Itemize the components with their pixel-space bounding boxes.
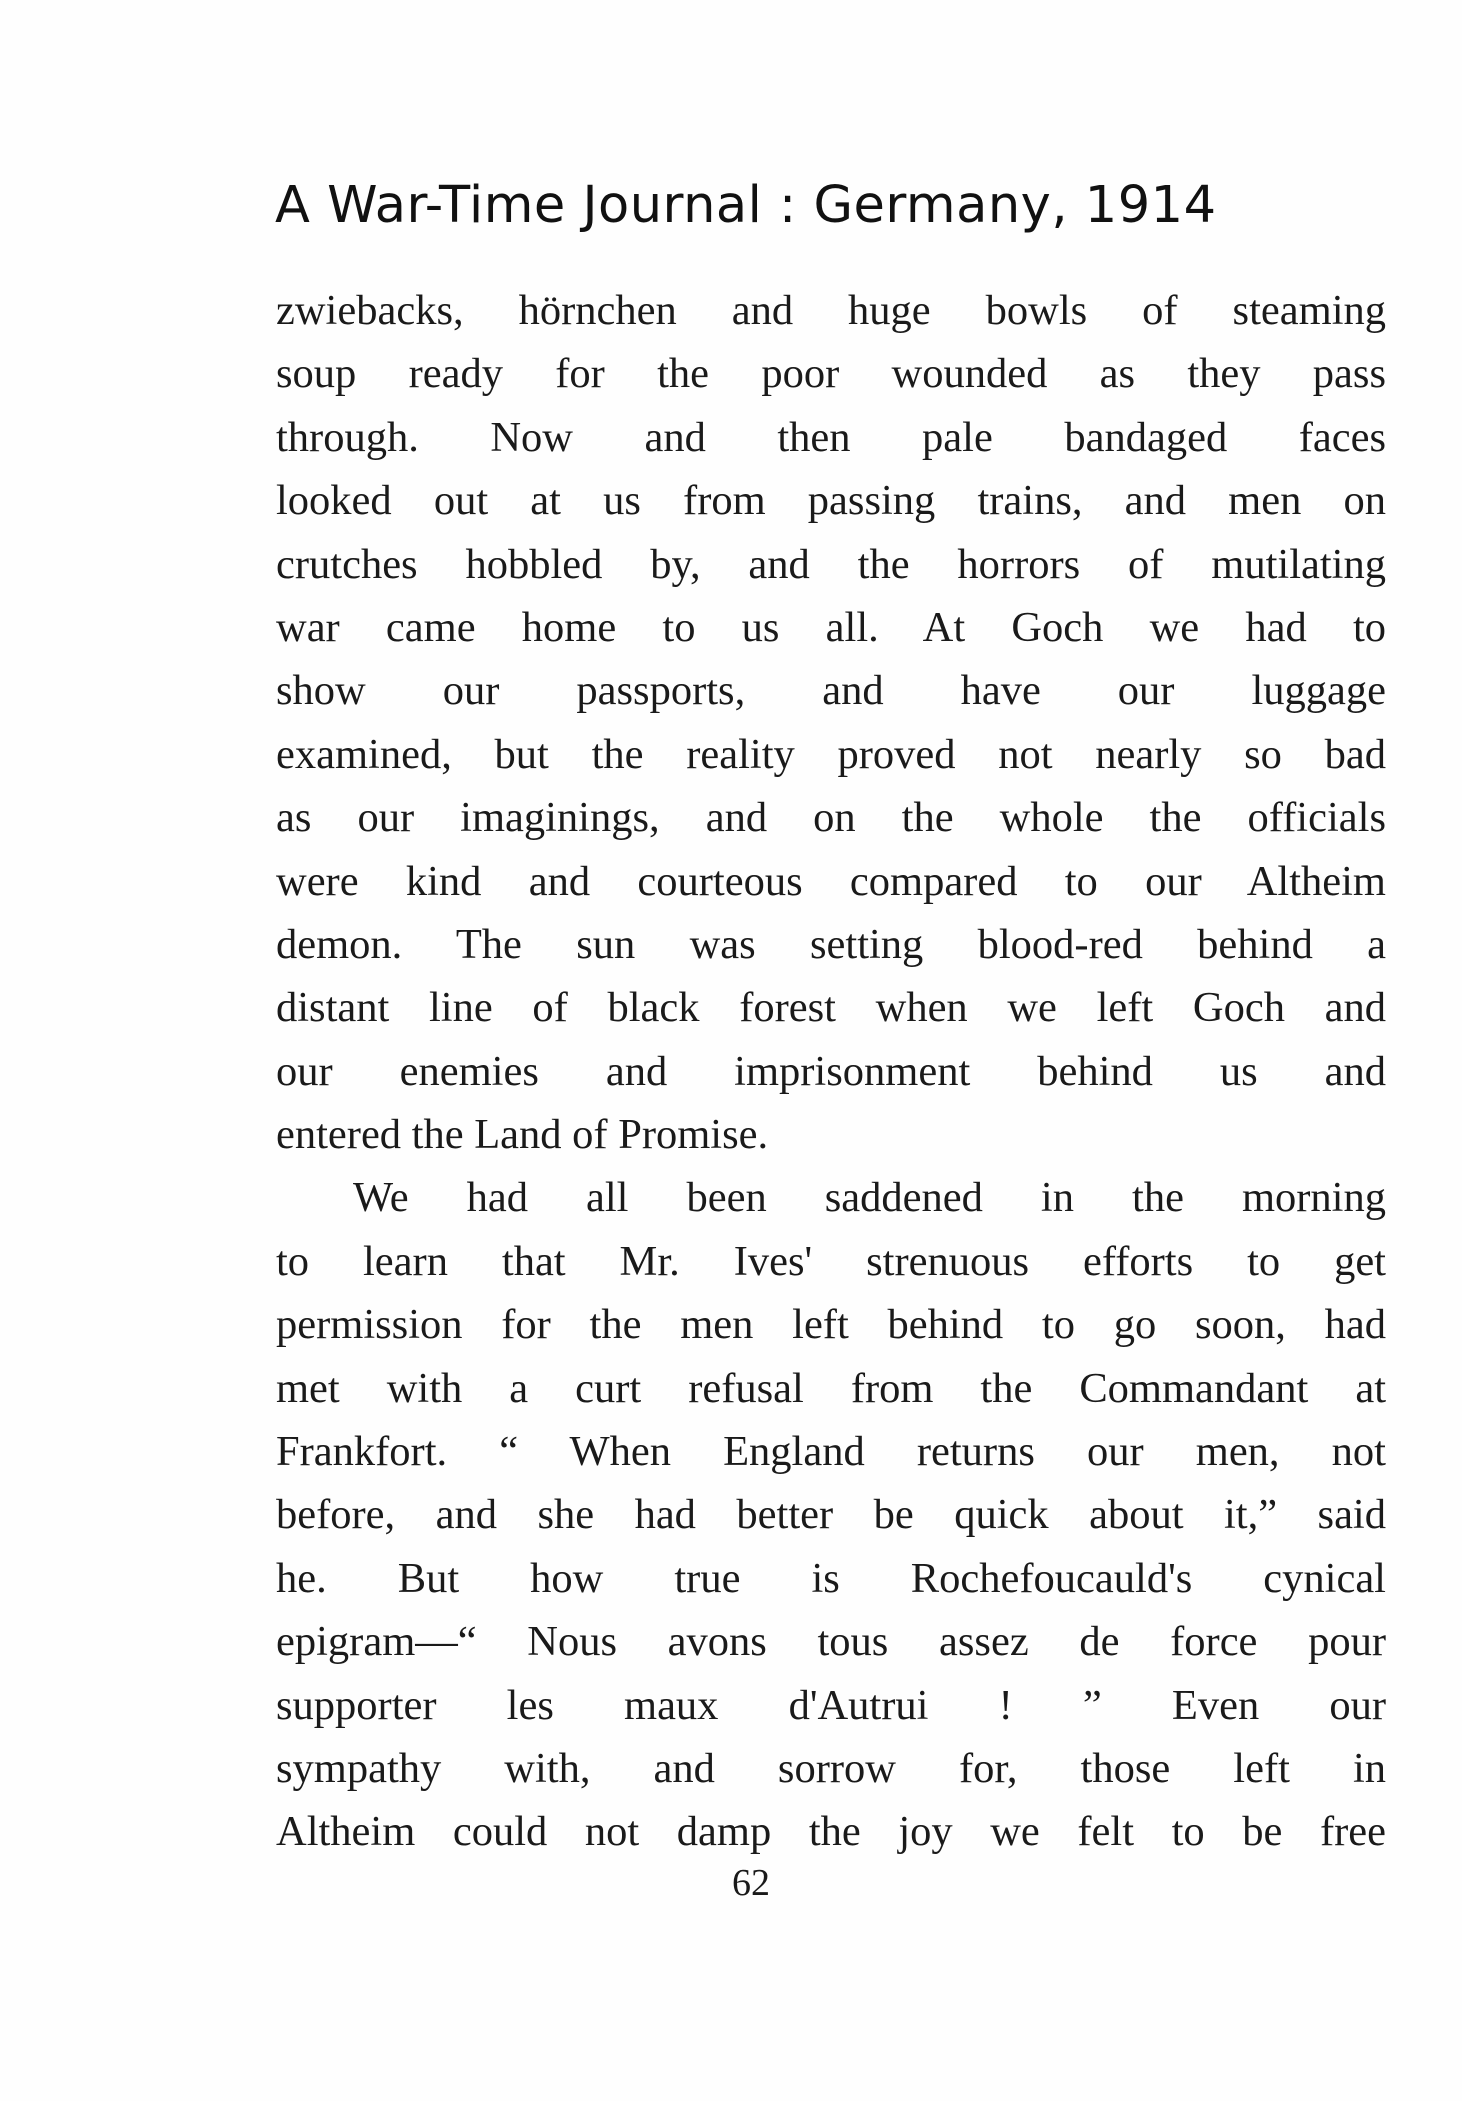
text-line: crutches hobbled by, and the horrors of mutilating bbox=[276, 540, 1386, 588]
text-line: were kind and courteous compared to our Altheim bbox=[276, 857, 1386, 905]
text-line: demon. The sun was setting blood-red behind a bbox=[276, 920, 1386, 968]
text-line: to learn that Mr. Ives' strenuous efforts to get bbox=[276, 1237, 1386, 1285]
page-number: 62 bbox=[732, 1862, 770, 1904]
text-line: permission for the men left behind to go soon, had bbox=[276, 1301, 1386, 1349]
text-line: Frankfort. “ When England returns our men, not bbox=[276, 1428, 1386, 1476]
text-line: before, and she had better be quick about it,” said bbox=[276, 1491, 1386, 1539]
text-line: he. But how true is Rochefoucauld's cynical bbox=[276, 1554, 1386, 1602]
text-line: as our imaginings, and on the whole the officials bbox=[276, 794, 1386, 842]
text-line: supporter les maux d'Autrui ! ” Even our bbox=[276, 1681, 1386, 1729]
text-line: distant line of black forest when we left Goch and bbox=[276, 984, 1386, 1032]
body-text bbox=[276, 279, 1386, 1864]
paragraph-start-line: We had all been saddened in the morning bbox=[353, 1174, 1386, 1222]
text-line: sympathy with, and sorrow for, those left in bbox=[276, 1744, 1386, 1792]
text-line: met with a curt refusal from the Commandant at bbox=[276, 1364, 1386, 1412]
text-line: war came home to us all. At Goch we had to bbox=[276, 603, 1386, 651]
text-line: epigram—“ Nous avons tous assez de force pour bbox=[276, 1618, 1386, 1666]
text-line: zwiebacks, hörnchen and huge bowls of steaming bbox=[276, 287, 1386, 334]
text-line: soup ready for the poor wounded as they pass bbox=[276, 350, 1386, 398]
text-line: show our passports, and have our luggage bbox=[276, 667, 1386, 715]
text-line: through. Now and then pale bandaged faces bbox=[276, 413, 1386, 461]
text-line: looked out at us from passing trains, and men on bbox=[276, 477, 1386, 525]
text-line: Altheim could not damp the joy we felt to be free bbox=[276, 1808, 1386, 1856]
running-head: A War-Time Journal : Germany, 1914 bbox=[275, 176, 1217, 235]
text-line: examined, but the reality proved not nearly so bad bbox=[276, 730, 1386, 778]
paragraph-end-line: entered the Land of Promise. bbox=[276, 1111, 769, 1159]
text-line: our enemies and imprisonment behind us and bbox=[276, 1047, 1386, 1095]
